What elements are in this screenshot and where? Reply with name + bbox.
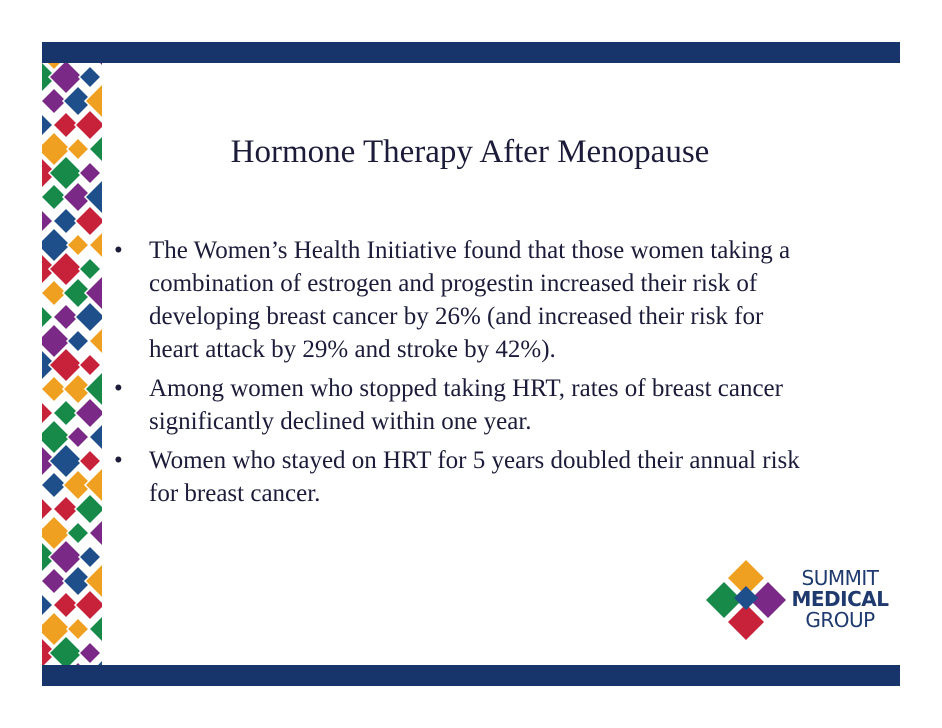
mosaic-tile <box>79 450 101 472</box>
mosaic-tile <box>67 234 89 256</box>
top-border-bar <box>42 42 900 63</box>
mosaic-tile <box>42 594 53 616</box>
mosaic-tile <box>79 66 101 88</box>
bottom-border-bar <box>42 665 900 686</box>
bullet-dot: • <box>114 237 123 264</box>
mosaic-tile <box>89 63 102 66</box>
mosaic-tile <box>67 522 89 544</box>
bullet-text: Women who stayed on HRT for 5 years doubled their annual risk for breast cancer. <box>149 447 800 507</box>
mosaic-tile <box>79 354 101 376</box>
bullet-item <box>112 372 812 438</box>
mosaic-tile <box>42 402 53 424</box>
mosaic-decoration <box>42 63 102 665</box>
mosaic-tile <box>67 330 89 352</box>
mosaic-tile <box>67 138 89 160</box>
mosaic-tile <box>67 426 89 448</box>
bullet-item <box>112 234 812 366</box>
bullet-item <box>112 444 812 510</box>
logo-wordmark <box>785 568 895 631</box>
mosaic-tile <box>79 642 101 664</box>
mosaic-tile <box>79 546 101 568</box>
mosaic-tile <box>42 306 53 328</box>
logo-line-summit: SUMMIT <box>801 566 879 590</box>
logo-line-medical: MEDICAL <box>791 587 889 611</box>
mosaic-tile <box>79 258 101 280</box>
bullet-text: The Women’s Health Initiative found that those women taking a combination of estrogen and progestin increased their risk of developing breast cancer by 26% (and increased their risk for heart attack by 29% and stroke by 42%). <box>149 237 791 363</box>
bullet-dot: • <box>114 447 123 474</box>
bullet-dot: • <box>114 375 123 402</box>
mosaic-tile <box>79 162 101 184</box>
bullet-text: Among women who stopped taking HRT, rates of breast cancer significantly declined within one year. <box>149 375 783 435</box>
mosaic-tile <box>67 618 89 640</box>
mosaic-tile <box>42 210 53 232</box>
mosaic-tile <box>42 498 53 520</box>
mosaic-tile <box>42 114 53 136</box>
logo-line-group: GROUP <box>805 608 875 632</box>
slide-title: Hormone Therapy After Menopause <box>230 134 710 170</box>
bullet-list <box>112 234 812 516</box>
